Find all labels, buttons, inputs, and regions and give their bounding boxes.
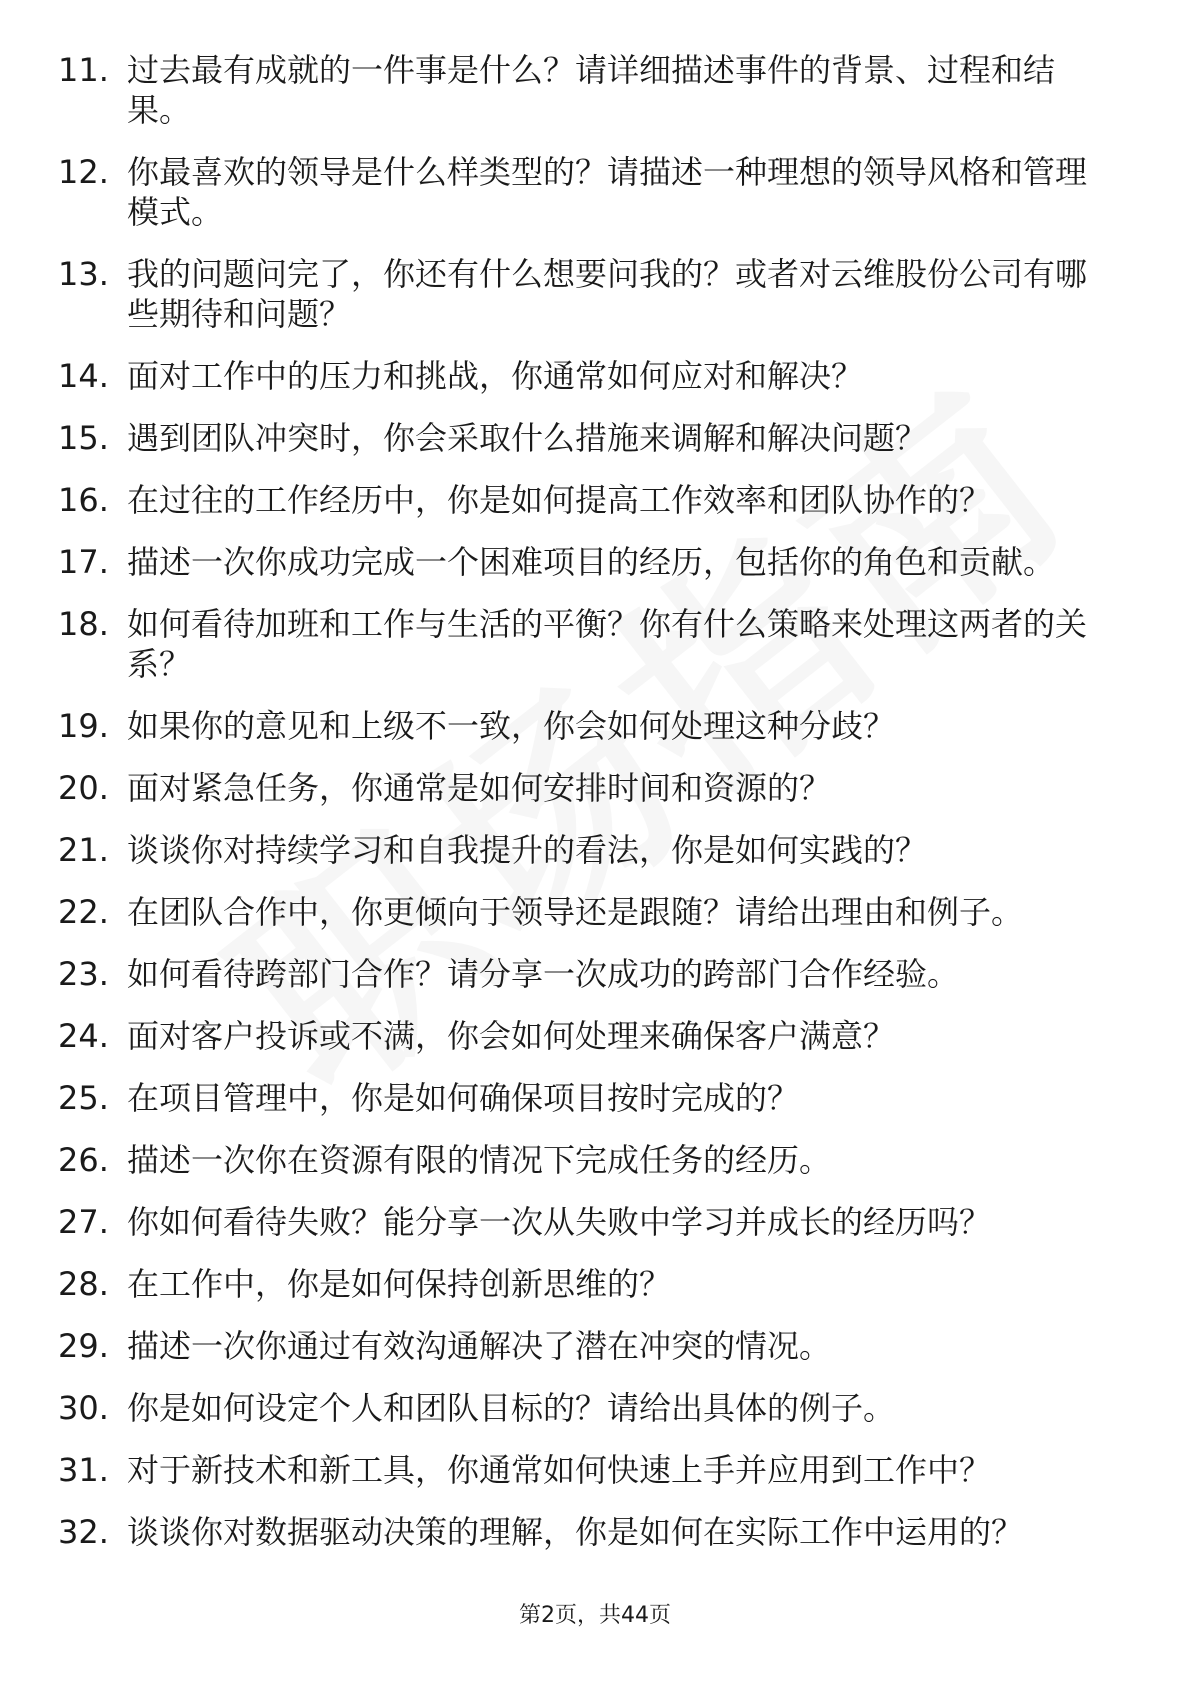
- question-text: 如果你的意见和上级不一致，你会如何处理这种分歧？: [127, 707, 896, 745]
- question-text: 描述一次你成功完成一个困难项目的经历，包括你的角色和贡献。: [127, 543, 1056, 581]
- question-text: 如何看待加班和工作与生活的平衡？你有什么策略来处理这两者的关系？: [127, 605, 1088, 683]
- question-item: [0, 1450, 1190, 1490]
- question-item: [0, 1078, 1190, 1118]
- question-number: 19.: [58, 707, 109, 745]
- question-number: 16.: [58, 481, 109, 519]
- question-number: 20.: [58, 769, 109, 807]
- question-item: [0, 418, 1190, 458]
- question-number: 30.: [58, 1389, 109, 1427]
- question-item: [0, 1016, 1190, 1056]
- question-text: 谈谈你对数据驱动决策的理解，你是如何在实际工作中运用的？: [127, 1513, 1024, 1551]
- question-text: 面对客户投诉或不满，你会如何处理来确保客户满意？: [127, 1017, 896, 1055]
- question-number: 12.: [58, 153, 109, 191]
- question-item: [0, 706, 1190, 746]
- question-item: [0, 1264, 1190, 1304]
- question-text: 面对紧急任务，你通常是如何安排时间和资源的？: [127, 769, 832, 807]
- question-item: [0, 1388, 1190, 1428]
- question-text: 如何看待跨部门合作？请分享一次成功的跨部门合作经验。: [127, 955, 960, 993]
- question-number: 17.: [58, 543, 109, 581]
- question-text: 描述一次你在资源有限的情况下完成任务的经历。: [127, 1141, 832, 1179]
- question-item: [0, 480, 1190, 520]
- question-number: 13.: [58, 255, 109, 293]
- question-number: 15.: [58, 419, 109, 457]
- question-text: 在项目管理中，你是如何确保项目按时完成的？: [127, 1079, 800, 1117]
- question-text: 描述一次你通过有效沟通解决了潜在冲突的情况。: [127, 1327, 832, 1365]
- question-number: 31.: [58, 1451, 109, 1489]
- question-number: 32.: [58, 1513, 109, 1551]
- question-item: [0, 152, 1190, 232]
- question-number: 29.: [58, 1327, 109, 1365]
- question-number: 11.: [58, 51, 109, 89]
- question-item: [0, 50, 1190, 130]
- question-text: 你是如何设定个人和团队目标的？请给出具体的例子。: [127, 1389, 896, 1427]
- question-item: [0, 1202, 1190, 1242]
- question-text: 你最喜欢的领导是什么样类型的？请描述一种理想的领导风格和管理模式。: [127, 153, 1088, 231]
- question-item: [0, 356, 1190, 396]
- question-text: 在工作中，你是如何保持创新思维的？: [127, 1265, 672, 1303]
- question-item: [0, 254, 1190, 334]
- question-number: 24.: [58, 1017, 109, 1055]
- question-number: 27.: [58, 1203, 109, 1241]
- question-item: [0, 1512, 1190, 1552]
- question-number: 23.: [58, 955, 109, 993]
- question-item: [0, 830, 1190, 870]
- question-text: 在团队合作中，你更倾向于领导还是跟随？请给出理由和例子。: [127, 893, 1024, 931]
- question-item: [0, 604, 1190, 684]
- question-item: [0, 768, 1190, 808]
- question-number: 25.: [58, 1079, 109, 1117]
- question-item: [0, 892, 1190, 932]
- question-text: 在过往的工作经历中，你是如何提高工作效率和团队协作的？: [127, 481, 992, 519]
- question-list: [0, 50, 1190, 1574]
- question-item: [0, 1326, 1190, 1366]
- question-text: 面对工作中的压力和挑战，你通常如何应对和解决？: [127, 357, 864, 395]
- page-footer: 第2页，共44页: [519, 1603, 671, 1628]
- question-number: 28.: [58, 1265, 109, 1303]
- question-item: [0, 1140, 1190, 1180]
- question-number: 14.: [58, 357, 109, 395]
- question-number: 26.: [58, 1141, 109, 1179]
- question-item: [0, 542, 1190, 582]
- question-text: 遇到团队冲突时，你会采取什么措施来调解和解决问题？: [127, 419, 928, 457]
- question-number: 18.: [58, 605, 109, 643]
- question-text: 谈谈你对持续学习和自我提升的看法，你是如何实践的？: [127, 831, 928, 869]
- question-text: 对于新技术和新工具，你通常如何快速上手并应用到工作中？: [127, 1451, 992, 1489]
- question-item: [0, 954, 1190, 994]
- question-text: 过去最有成就的一件事是什么？请详细描述事件的背景、过程和结果。: [127, 51, 1056, 129]
- question-number: 22.: [58, 893, 109, 931]
- question-text: 你如何看待失败？能分享一次从失败中学习并成长的经历吗？: [127, 1203, 992, 1241]
- question-text: 我的问题问完了，你还有什么想要问我的？或者对云维股份公司有哪些期待和问题？: [127, 255, 1088, 333]
- question-number: 21.: [58, 831, 109, 869]
